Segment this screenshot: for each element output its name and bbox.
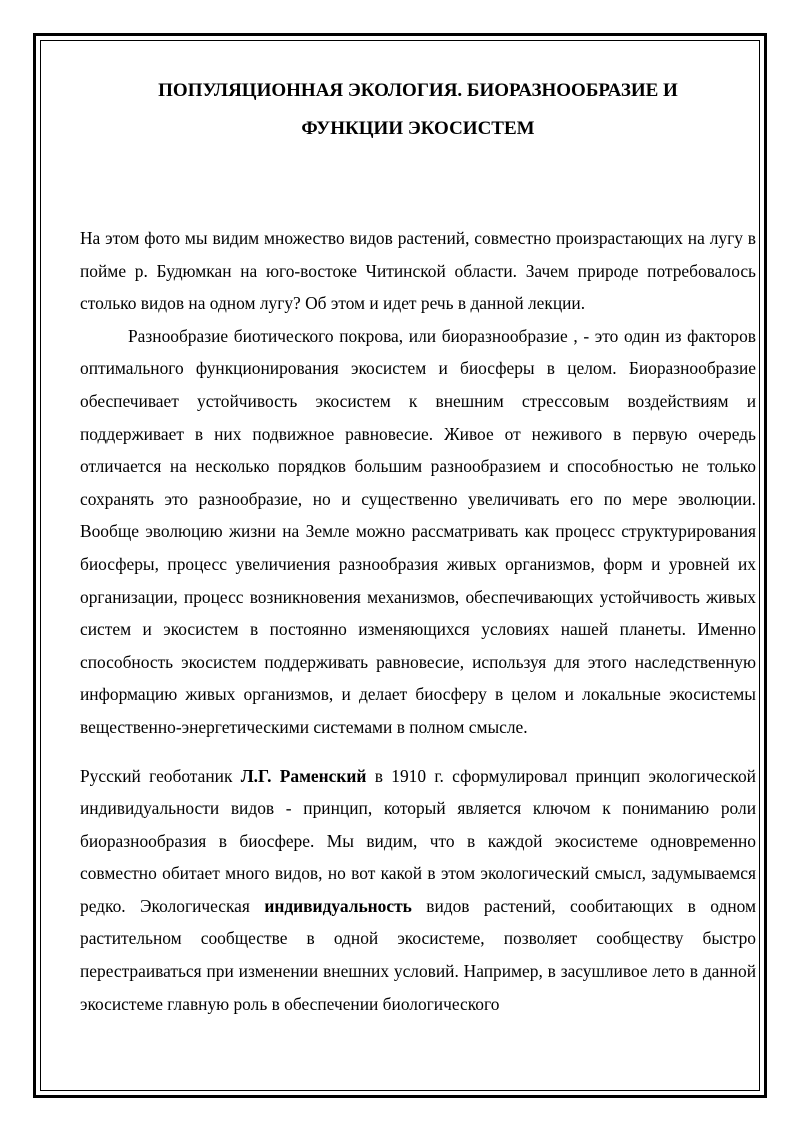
ramensky-name: Л.Г. Раменский <box>240 765 367 786</box>
paragraph-ramensky-text-1: Русский геоботаник <box>80 765 241 786</box>
document-title <box>80 70 756 148</box>
title-line-1: ПОПУЛЯЦИОННАЯ ЭКОЛОГИЯ. БИОРАЗНООБРАЗИЕ И <box>158 80 678 101</box>
paragraph-ramensky-text-2: в 1910 г. сформулировал принцип экологической индивидуальности видов - принцип, который является ключом к пониманию роли биоразнообразия в биосфере. Мы видим, что в каждой экосистеме одновременно совместно обитает много видов, но вот какой в этом экологический смысл, задумываемся редко. Экологическая <box>80 765 756 916</box>
paragraph-intro: На этом фото мы видим множество видов растений, совместно произрастающих на лугу в пойме р. Будюмкан на юго-востоке Читинской области. Зачем природе потребовалось столько видов на одном лугу? Об этом и идет речь в данной лекции. <box>80 228 756 314</box>
title-line-2: ФУНКЦИИ ЭКОСИСТЕМ <box>301 118 535 139</box>
individuality-term: индивидуальность <box>264 895 412 916</box>
document-body <box>80 70 756 1020</box>
paragraph-ramensky-text-3: видов растений, сообитающих в одном растительном сообществе в одной экосистеме, позволяет сообществу быстро перестраиваться при изменении внешних условий. Например, в засушливое лето в данной экосистеме главную роль в обеспечении биологического <box>80 895 756 1014</box>
paragraph-ramensky <box>80 760 756 1021</box>
paragraph-biodiversity: Разнообразие биотического покрова, или биоразнообразие , - это один из факторов оптимального функционирования экосистем и биосферы в целом. Биоразнообразие обеспечивает устойчивость экосистем к внешним стрессовым воздействиям и поддерживает в них подвижное равновесие. Живое от неживого в первую очередь отличается на несколько порядков большим разнообразием и способностью не только сохранять это разнообразие, но и существенно увеличивать его по мере эволюции. Вообще эволюцию жизни на Земле можно рассматривать как процесс структурирования биосферы, процесс увеличиения разнообразия живых организмов, форм и уровней их организации, процесс возникновения механизмов, обеспечивающих устойчивость живых систем и экосистем в постоянно изменяющихся условиях нашей планеты. Именно способность экосистем поддерживать равновесие, используя для этого наследственную информацию живых организмов, и делает биосферу в целом и локальные экосистемы вещественно-энергетическими системами в полном смысле. <box>80 325 756 737</box>
